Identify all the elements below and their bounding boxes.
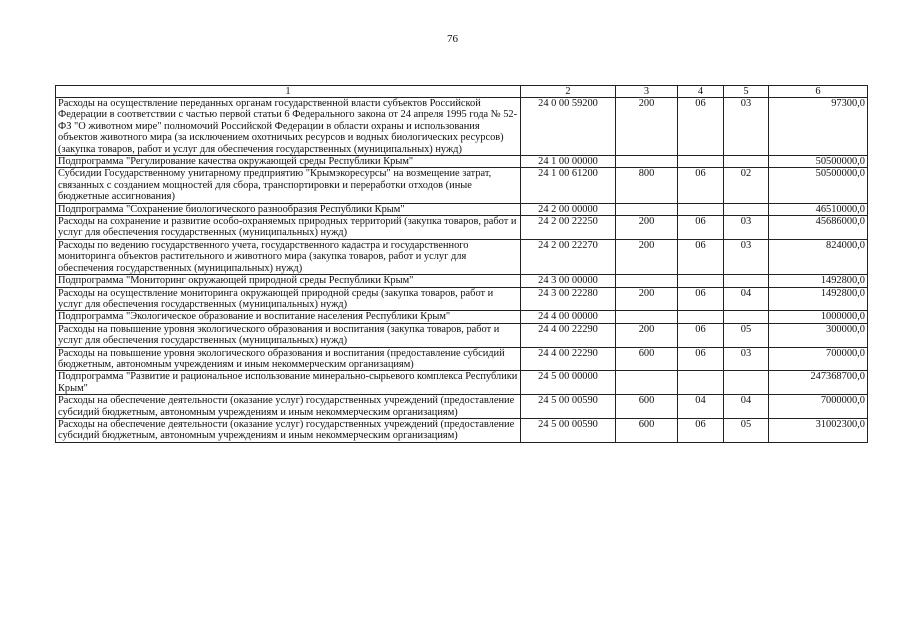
expense-type-cell: 600	[616, 418, 678, 442]
section-cell: 06	[678, 323, 724, 347]
table-row	[56, 311, 868, 323]
description-cell: Расходы по ведению государственного учета, государственного кадастра и государственного мониторинга объектов растительного и животного мира (закупка товаров, работ и услуг для обеспечения государственных (муниципальных) нужд)	[56, 239, 521, 274]
target-article-cell: 24 4 00 22290	[521, 347, 616, 371]
amount-cell: 1492800,0	[769, 287, 868, 311]
description-cell: Подпрограмма "Регулирование качества окружающей среды Республики Крым"	[56, 156, 521, 168]
table-row	[56, 98, 868, 156]
section-cell: 06	[678, 347, 724, 371]
subsection-cell: 04	[724, 287, 769, 311]
section-cell: 06	[678, 168, 724, 203]
table-row	[56, 418, 868, 442]
subsection-cell	[724, 203, 769, 215]
amount-cell: 247368700,0	[769, 371, 868, 395]
expense-type-cell: 200	[616, 323, 678, 347]
subsection-cell: 03	[724, 347, 769, 371]
target-article-cell: 24 5 00 00590	[521, 395, 616, 419]
subsection-cell	[724, 156, 769, 168]
target-article-cell: 24 2 00 22250	[521, 216, 616, 240]
expense-type-cell: 200	[616, 216, 678, 240]
description-cell: Расходы на повышение уровня экологического образования и воспитания (закупка товаров, работ и услуг для обеспечения государственных (муниципальных) нужд)	[56, 323, 521, 347]
table-row	[56, 371, 868, 395]
table-row	[56, 275, 868, 287]
header-cell-4: 4	[678, 86, 724, 98]
section-cell: 06	[678, 418, 724, 442]
amount-cell: 7000000,0	[769, 395, 868, 419]
subsection-cell: 03	[724, 98, 769, 156]
description-cell: Расходы на повышение уровня экологического образования и воспитания (предоставление субсидий бюджетным, автономным учреждениям и иным некоммерческим организациям)	[56, 347, 521, 371]
expense-type-cell: 200	[616, 98, 678, 156]
table-row	[56, 323, 868, 347]
description-cell: Расходы на обеспечение деятельности (оказание услуг) государственных учреждений (предоставление субсидий бюджетным, автономным учреждениям и иным некоммерческим организациям)	[56, 418, 521, 442]
target-article-cell: 24 4 00 00000	[521, 311, 616, 323]
expense-type-cell: 600	[616, 347, 678, 371]
description-cell: Расходы на обеспечение деятельности (оказание услуг) государственных учреждений (предоставление субсидий бюджетным, автономным учреждениям и иным некоммерческим организациям)	[56, 395, 521, 419]
page-number: 76	[447, 33, 458, 45]
section-cell	[678, 311, 724, 323]
target-article-cell: 24 2 00 00000	[521, 203, 616, 215]
description-cell: Субсидии Государственному унитарному предприятию "Крымэкоресурсы" на возмещение затрат, связанных с созданием мощностей для сбора, транспортировки и переработки отходов (иные бюджетные ассигнования)	[56, 168, 521, 203]
section-cell: 04	[678, 395, 724, 419]
header-cell-2: 2	[521, 86, 616, 98]
subsection-cell: 03	[724, 239, 769, 274]
subsection-cell: 03	[724, 216, 769, 240]
description-cell: Расходы на осуществление мониторинга окружающей природной среды (закупка товаров, работ и услуг для обеспечения государственных (муниципальных) нужд)	[56, 287, 521, 311]
section-cell: 06	[678, 216, 724, 240]
section-cell	[678, 275, 724, 287]
section-cell	[678, 156, 724, 168]
table-row	[56, 156, 868, 168]
expense-type-cell: 600	[616, 395, 678, 419]
expense-type-cell: 800	[616, 168, 678, 203]
description-cell: Подпрограмма "Сохранение биологического разнообразия Республики Крым"	[56, 203, 521, 215]
subsection-cell: 04	[724, 395, 769, 419]
header-cell-5: 5	[724, 86, 769, 98]
amount-cell: 31002300,0	[769, 418, 868, 442]
table-row	[56, 347, 868, 371]
table-row	[56, 287, 868, 311]
target-article-cell: 24 4 00 22290	[521, 323, 616, 347]
table-row	[56, 239, 868, 274]
target-article-cell: 24 3 00 00000	[521, 275, 616, 287]
amount-cell: 700000,0	[769, 347, 868, 371]
table-row	[56, 203, 868, 215]
description-cell: Подпрограмма "Экологическое образование и воспитание населения Республики Крым"	[56, 311, 521, 323]
description-cell: Подпрограмма "Мониторинг окружающей природной среды Республики Крым"	[56, 275, 521, 287]
amount-cell: 45686000,0	[769, 216, 868, 240]
subsection-cell: 02	[724, 168, 769, 203]
expense-type-cell	[616, 156, 678, 168]
expense-type-cell	[616, 275, 678, 287]
subsection-cell	[724, 275, 769, 287]
target-article-cell: 24 5 00 00000	[521, 371, 616, 395]
amount-cell: 46510000,0	[769, 203, 868, 215]
subsection-cell	[724, 371, 769, 395]
target-article-cell: 24 5 00 00590	[521, 418, 616, 442]
amount-cell: 300000,0	[769, 323, 868, 347]
description-cell: Расходы на осуществление переданных органам государственной власти субъектов Российской Федерации в соответствии с частью первой статьи 6 Федерального закона от 24 апреля 1995 года № 52-ФЗ "О животном мире" полномочий Российской Федерации в области охраны и использования объектов животного мира (за исключением охотничьих ресурсов и водных биологических ресурсов) (закупка товаров, работ и услуг для обеспечения государственных (муниципальных) нужд)	[56, 98, 521, 156]
expense-type-cell	[616, 203, 678, 215]
subsection-cell	[724, 311, 769, 323]
budget-table	[55, 85, 868, 443]
table-body	[56, 98, 868, 443]
table-row	[56, 216, 868, 240]
header-cell-3: 3	[616, 86, 678, 98]
amount-cell: 50500000,0	[769, 156, 868, 168]
amount-cell: 1000000,0	[769, 311, 868, 323]
expense-type-cell	[616, 371, 678, 395]
amount-cell: 824000,0	[769, 239, 868, 274]
description-cell: Подпрограмма "Развитие и рациональное использование минерально-сырьевого комплекса Республики Крым"	[56, 371, 521, 395]
description-cell: Расходы на сохранение и развитие особо-охраняемых природных территорий (закупка товаров, работ и услуг для обеспечения государственных (муниципальных) нужд)	[56, 216, 521, 240]
amount-cell: 1492800,0	[769, 275, 868, 287]
section-cell	[678, 371, 724, 395]
section-cell: 06	[678, 287, 724, 311]
section-cell	[678, 203, 724, 215]
subsection-cell: 05	[724, 418, 769, 442]
expense-type-cell: 200	[616, 239, 678, 274]
expense-type-cell: 200	[616, 287, 678, 311]
table-row	[56, 168, 868, 203]
subsection-cell: 05	[724, 323, 769, 347]
header-cell-6: 6	[769, 86, 868, 98]
amount-cell: 97300,0	[769, 98, 868, 156]
target-article-cell: 24 2 00 22270	[521, 239, 616, 274]
target-article-cell: 24 1 00 00000	[521, 156, 616, 168]
table-row	[56, 395, 868, 419]
section-cell: 06	[678, 239, 724, 274]
amount-cell: 50500000,0	[769, 168, 868, 203]
target-article-cell: 24 0 00 59200	[521, 98, 616, 156]
header-row	[56, 86, 868, 98]
target-article-cell: 24 3 00 22280	[521, 287, 616, 311]
header-cell-1: 1	[56, 86, 521, 98]
section-cell: 06	[678, 98, 724, 156]
expense-type-cell	[616, 311, 678, 323]
target-article-cell: 24 1 00 61200	[521, 168, 616, 203]
